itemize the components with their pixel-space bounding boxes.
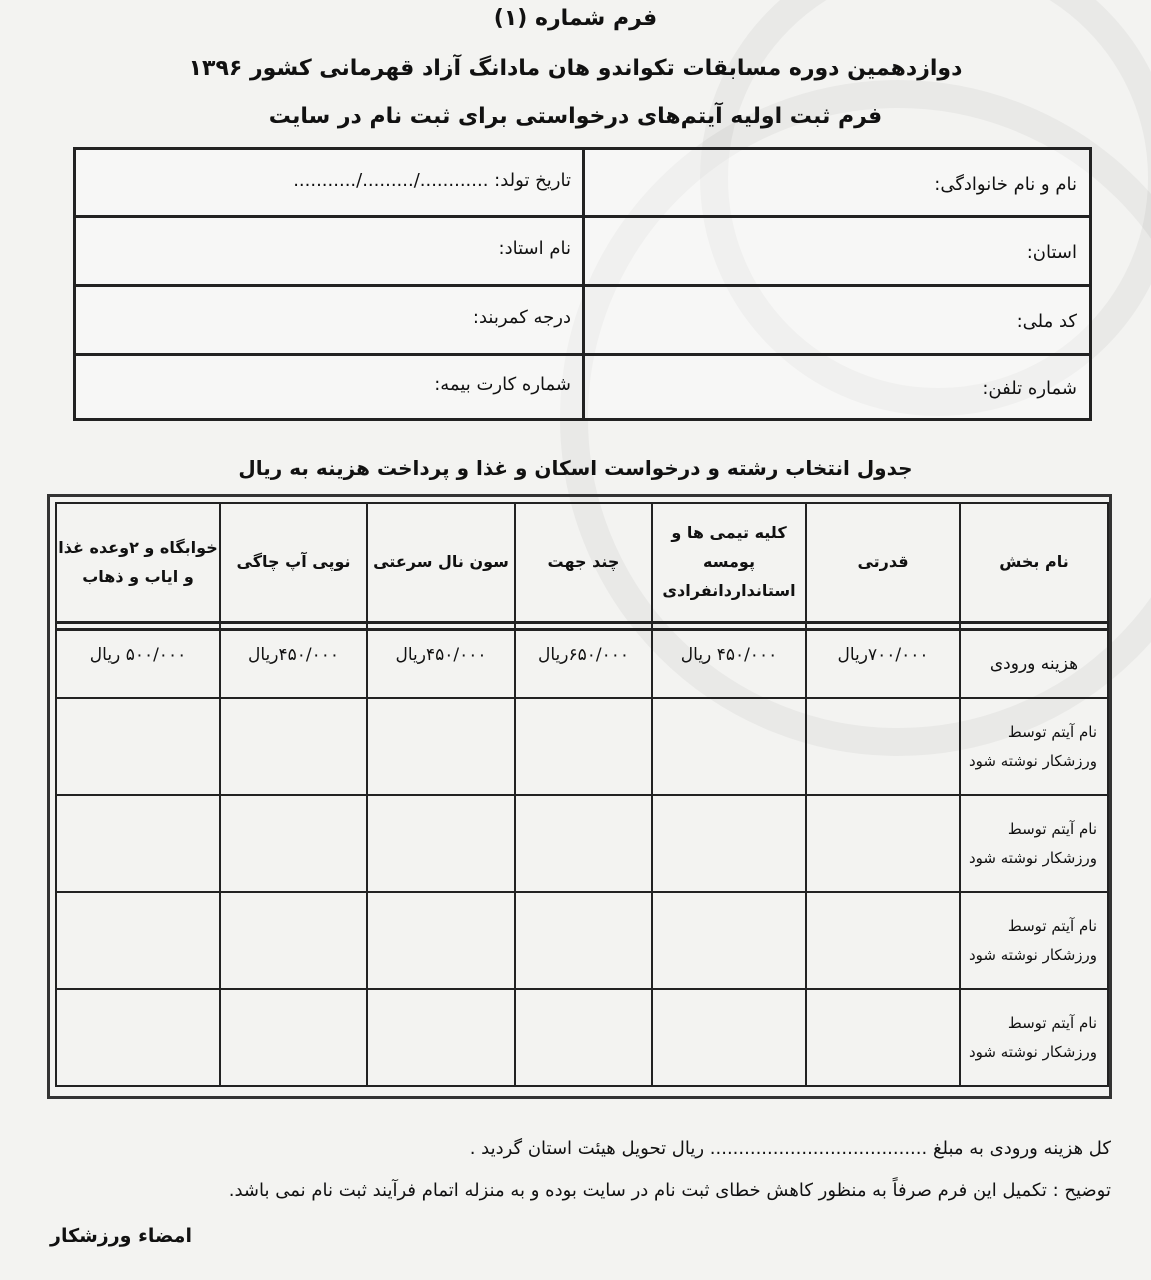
item-cell[interactable] [367, 892, 515, 989]
item-label: نام آیتم توسط ورزشکار نوشته شود [960, 892, 1108, 989]
selection-table [55, 502, 1109, 1087]
fee-cell: ۶۵۰/۰۰۰ریال [515, 630, 652, 699]
fee-cell: ۵۰۰/۰۰۰ ریال [56, 630, 220, 699]
item-cell[interactable] [806, 892, 960, 989]
item-cell[interactable] [220, 892, 367, 989]
info-row [76, 356, 1089, 418]
fee-cell: ۴۵۰/۰۰۰ ریال [652, 630, 806, 699]
item-cell[interactable] [220, 795, 367, 892]
note-line: توضیح : تکمیل این فرم صرفاً به منظور کاهش خطای ثبت نام در سایت بوده و به منزله اتمام فرآیند ثبت نام نمی باشد. [228, 1180, 1111, 1201]
item-cell[interactable] [515, 698, 652, 795]
form-title: فرم ثبت اولیه آیتم‌های درخواستی برای ثبت نام در سایت [268, 104, 883, 129]
birth-date-field[interactable]: تاریخ تولد: ............/........./........... [293, 170, 571, 191]
item-row [56, 795, 1108, 892]
national-code-field[interactable]: کد ملی: [1016, 311, 1077, 332]
info-row [76, 287, 1089, 356]
header-section-name: نام بخش [960, 503, 1108, 623]
fee-cell: ۷۰۰/۰۰۰ریال [806, 630, 960, 699]
item-cell[interactable] [56, 698, 220, 795]
personal-info-grid [73, 147, 1092, 421]
item-row [56, 698, 1108, 795]
table-title: جدول انتخاب رشته و درخواست اسکان و غذا و پرداخت هزینه به ریال [238, 456, 913, 480]
header-team-poomsae: کلیه تیمی ها و پومسه استاندارد‌انفرادی [652, 503, 806, 623]
item-label: نام آیتم توسط ورزشکار نوشته شود [960, 698, 1108, 795]
competition-title: دوازدهمین دوره مسابقات تکواندو هان مادانگ آزاد قهرمانی کشور ۱۳۹۶ [188, 56, 963, 81]
item-label: نام آیتم توسط ورزشکار نوشته شود [960, 989, 1108, 1086]
belt-rank-field[interactable]: درجه کمربند: [472, 307, 571, 328]
item-cell[interactable] [56, 795, 220, 892]
header-nopi-chagi: نوپی آپ چاگی [220, 503, 367, 623]
header-speed: سون نال سرعتی [367, 503, 515, 623]
fee-label: هزینه ورودی [960, 630, 1108, 699]
fee-cell: ۴۵۰/۰۰۰ریال [367, 630, 515, 699]
item-label: نام آیتم توسط ورزشکار نوشته شود [960, 795, 1108, 892]
item-cell[interactable] [515, 989, 652, 1086]
table-header-row [56, 503, 1108, 623]
insurance-card-field[interactable]: شماره کارت بیمه: [434, 374, 571, 395]
item-cell[interactable] [220, 698, 367, 795]
item-cell[interactable] [652, 989, 806, 1086]
fee-cell: ۴۵۰/۰۰۰ریال [220, 630, 367, 699]
full-name-field[interactable]: نام و نام خانوادگی: [934, 174, 1077, 195]
athlete-signature: امضاء ورزشکار [50, 1225, 192, 1247]
item-cell[interactable] [806, 698, 960, 795]
item-cell[interactable] [56, 989, 220, 1086]
item-row [56, 989, 1108, 1086]
item-cell[interactable] [652, 795, 806, 892]
header-multi-direction: چند جهت [515, 503, 652, 623]
header-power: قدرتی [806, 503, 960, 623]
item-cell[interactable] [367, 698, 515, 795]
item-cell[interactable] [367, 795, 515, 892]
form-number: فرم شماره (۱) [493, 6, 658, 31]
total-fee-line: کل هزینه ورودی به مبلغ ...................................... ریال تحویل هیئت استان گردید . [469, 1138, 1111, 1159]
item-cell[interactable] [367, 989, 515, 1086]
item-cell[interactable] [806, 795, 960, 892]
item-cell[interactable] [220, 989, 367, 1086]
item-cell[interactable] [515, 795, 652, 892]
item-row [56, 892, 1108, 989]
item-cell[interactable] [515, 892, 652, 989]
info-row [76, 218, 1089, 287]
province-field[interactable]: استان: [1026, 242, 1077, 263]
info-row [76, 150, 1089, 218]
header-accommodation: خوابگاه و ۲وعده غذا و اياب و ذهاب [56, 503, 220, 623]
master-name-field[interactable]: نام استاد: [498, 238, 571, 259]
fee-row [56, 630, 1108, 699]
item-cell[interactable] [806, 989, 960, 1086]
phone-field[interactable]: شماره تلفن: [982, 378, 1077, 399]
item-cell[interactable] [652, 698, 806, 795]
item-cell[interactable] [56, 892, 220, 989]
item-cell[interactable] [652, 892, 806, 989]
